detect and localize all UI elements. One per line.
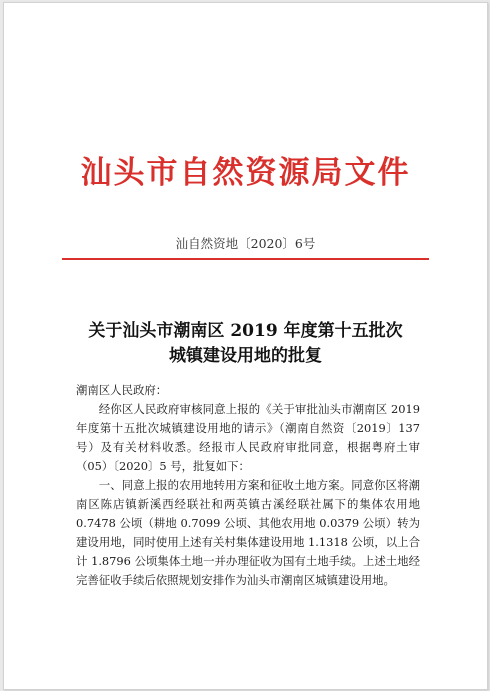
document-title [4,319,487,369]
document-number: 汕自然资地〔2020〕6号 [175,236,316,251]
red-divider [62,258,429,260]
document-body [76,381,420,590]
title-line-1: 关于汕头市潮南区 2019 年度第十五批次 [88,321,403,341]
paragraph-2: 一、同意上报的农用地转用方案和征收土地方案。同意你区将潮南区陈店镇新溪西经联社和两英镇古溪经联社属下的集体农用地 0.7478 公顷（耕地 0.7099 公顷、其他农用地 0.0379 公顷）转为建设用地，同时使用上述有关村集体建设用地 1.1318 公顷，以上合计 1.8796 公顷集体土地一并办理征收为国有土地手续。上述土地经完善征收手续后依照规划安排作为汕头市潮南区城镇建设用地。 [76,478,420,587]
document-header: 汕头市自然资源局文件 [80,155,411,191]
document-page [3,2,488,690]
paragraph-1: 经你区人民政府审核同意上报的《关于审批汕头市潮南区 2019 年度第十五批次城镇建设用地的请示》（潮南自然资〔2019〕137 号）及有关材料收悉。经报市人民政府审批同意，根据粤府土审（05）〔2020〕5 号，批复如下： [76,402,420,473]
title-line-2: 城镇建设用地的批复 [169,346,322,366]
addressee: 潮南区人民政府： [76,383,168,397]
